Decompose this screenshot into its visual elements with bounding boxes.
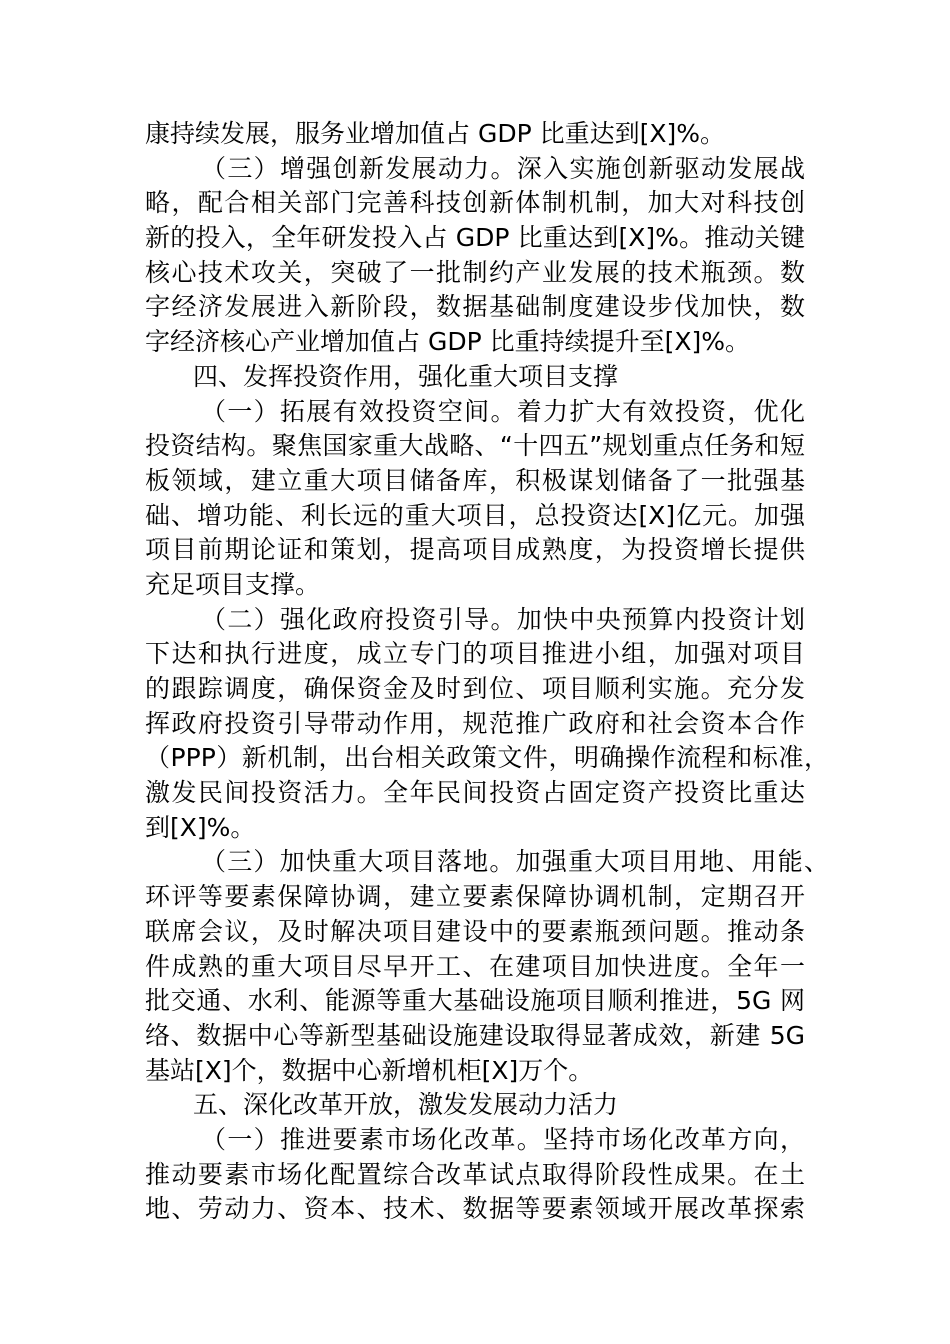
text-line: （一）拓展有效投资空间。着力扩大有效投资，优化 — [201, 396, 805, 426]
text-line: 板领域，建立重大项目储备库，积极谋划储备了一批强基 — [145, 465, 805, 495]
text-line: 项目前期论证和策划，提高项目成熟度，为投资增长提供 — [145, 535, 805, 565]
text-line: 到[X]%。 — [145, 812, 256, 842]
text-line: （PPP）新机制，出台相关政策文件，明确操作流程和标准， — [145, 743, 829, 773]
document-page — [145, 117, 829, 1227]
text-line: 核心技术攻关，突破了一批制约产业发展的技术瓶颈。数 — [145, 257, 805, 287]
text-line: 字经济核心产业增加值占 GDP 比重持续提升至[X]%。 — [145, 327, 750, 357]
text-line: 五、深化改革开放，激发发展动力活力 — [193, 1090, 619, 1120]
paragraph — [145, 1123, 805, 1227]
text-line: 下达和执行进度，成立专门的项目推进小组，加强对项目 — [145, 639, 805, 669]
text-line: 件成熟的重大项目尽早开工、在建项目加快进度。全年一 — [145, 951, 805, 981]
text-line: 批交通、水利、能源等重大基础设施项目顺利推进，5G 网 — [145, 986, 805, 1016]
text-line: 础、增功能、利长远的重大项目，总投资达[X]亿元。加强 — [145, 500, 805, 530]
text-line: 络、数据中心等新型基础设施建设取得显著成效，新建 5G — [145, 1020, 805, 1050]
paragraph — [145, 603, 829, 846]
text-line: 推动要素市场化配置综合改革试点取得阶段性成果。在土 — [145, 1159, 805, 1189]
text-line: 康持续发展，服务业增加值占 GDP 比重达到[X]%。 — [145, 119, 725, 148]
text-line: 投资结构。聚焦国家重大战略、“十四五”规划重点任务和短 — [145, 431, 805, 461]
text-line: （一）推进要素市场化改革。坚持市场化改革方向， — [201, 1124, 805, 1154]
text-line: 激发民间投资活力。全年民间投资占固定资产投资比重达 — [145, 778, 805, 808]
section-heading — [145, 1088, 805, 1123]
paragraph — [145, 117, 805, 152]
section-heading — [145, 360, 805, 395]
paragraph — [145, 395, 805, 603]
text-line: 的跟踪调度，确保资金及时到位、项目顺利实施。充分发 — [145, 674, 805, 703]
text-line: 环评等要素保障协调，建立要素保障协调机制，定期召开 — [145, 882, 805, 912]
text-line: （三）加快重大项目落地。加强重大项目用地、用能、 — [201, 847, 829, 877]
text-line: 四、发挥投资作用，强化重大项目支撑 — [193, 361, 619, 391]
text-line: 新的投入，全年研发投入占 GDP 比重达到[X]%。推动关键 — [145, 223, 805, 253]
paragraph — [145, 845, 829, 1088]
text-line: 地、劳动力、资本、技术、数据等要素领域开展改革探索 — [145, 1194, 805, 1224]
text-line: 基站[X]个，数据中心新增机柜[X]万个。 — [145, 1055, 594, 1085]
text-line: 联席会议，及时解决项目建设中的要素瓶颈问题。推动条 — [145, 916, 805, 946]
paragraph — [145, 152, 805, 360]
text-line: 略，配合相关部门完善科技创新体制机制，加大对科技创 — [145, 188, 805, 218]
text-line: 挥政府投资引导带动作用，规范推广政府和社会资本合作 — [145, 708, 805, 738]
text-line: 字经济发展进入新阶段，数据基础制度建设步伐加快，数 — [145, 292, 805, 322]
text-line: （二）强化政府投资引导。加快中央预算内投资计划 — [201, 604, 805, 634]
text-line: 充足项目支撑。 — [145, 569, 321, 599]
text-line: （三）增强创新发展动力。深入实施创新驱动发展战 — [201, 153, 805, 183]
